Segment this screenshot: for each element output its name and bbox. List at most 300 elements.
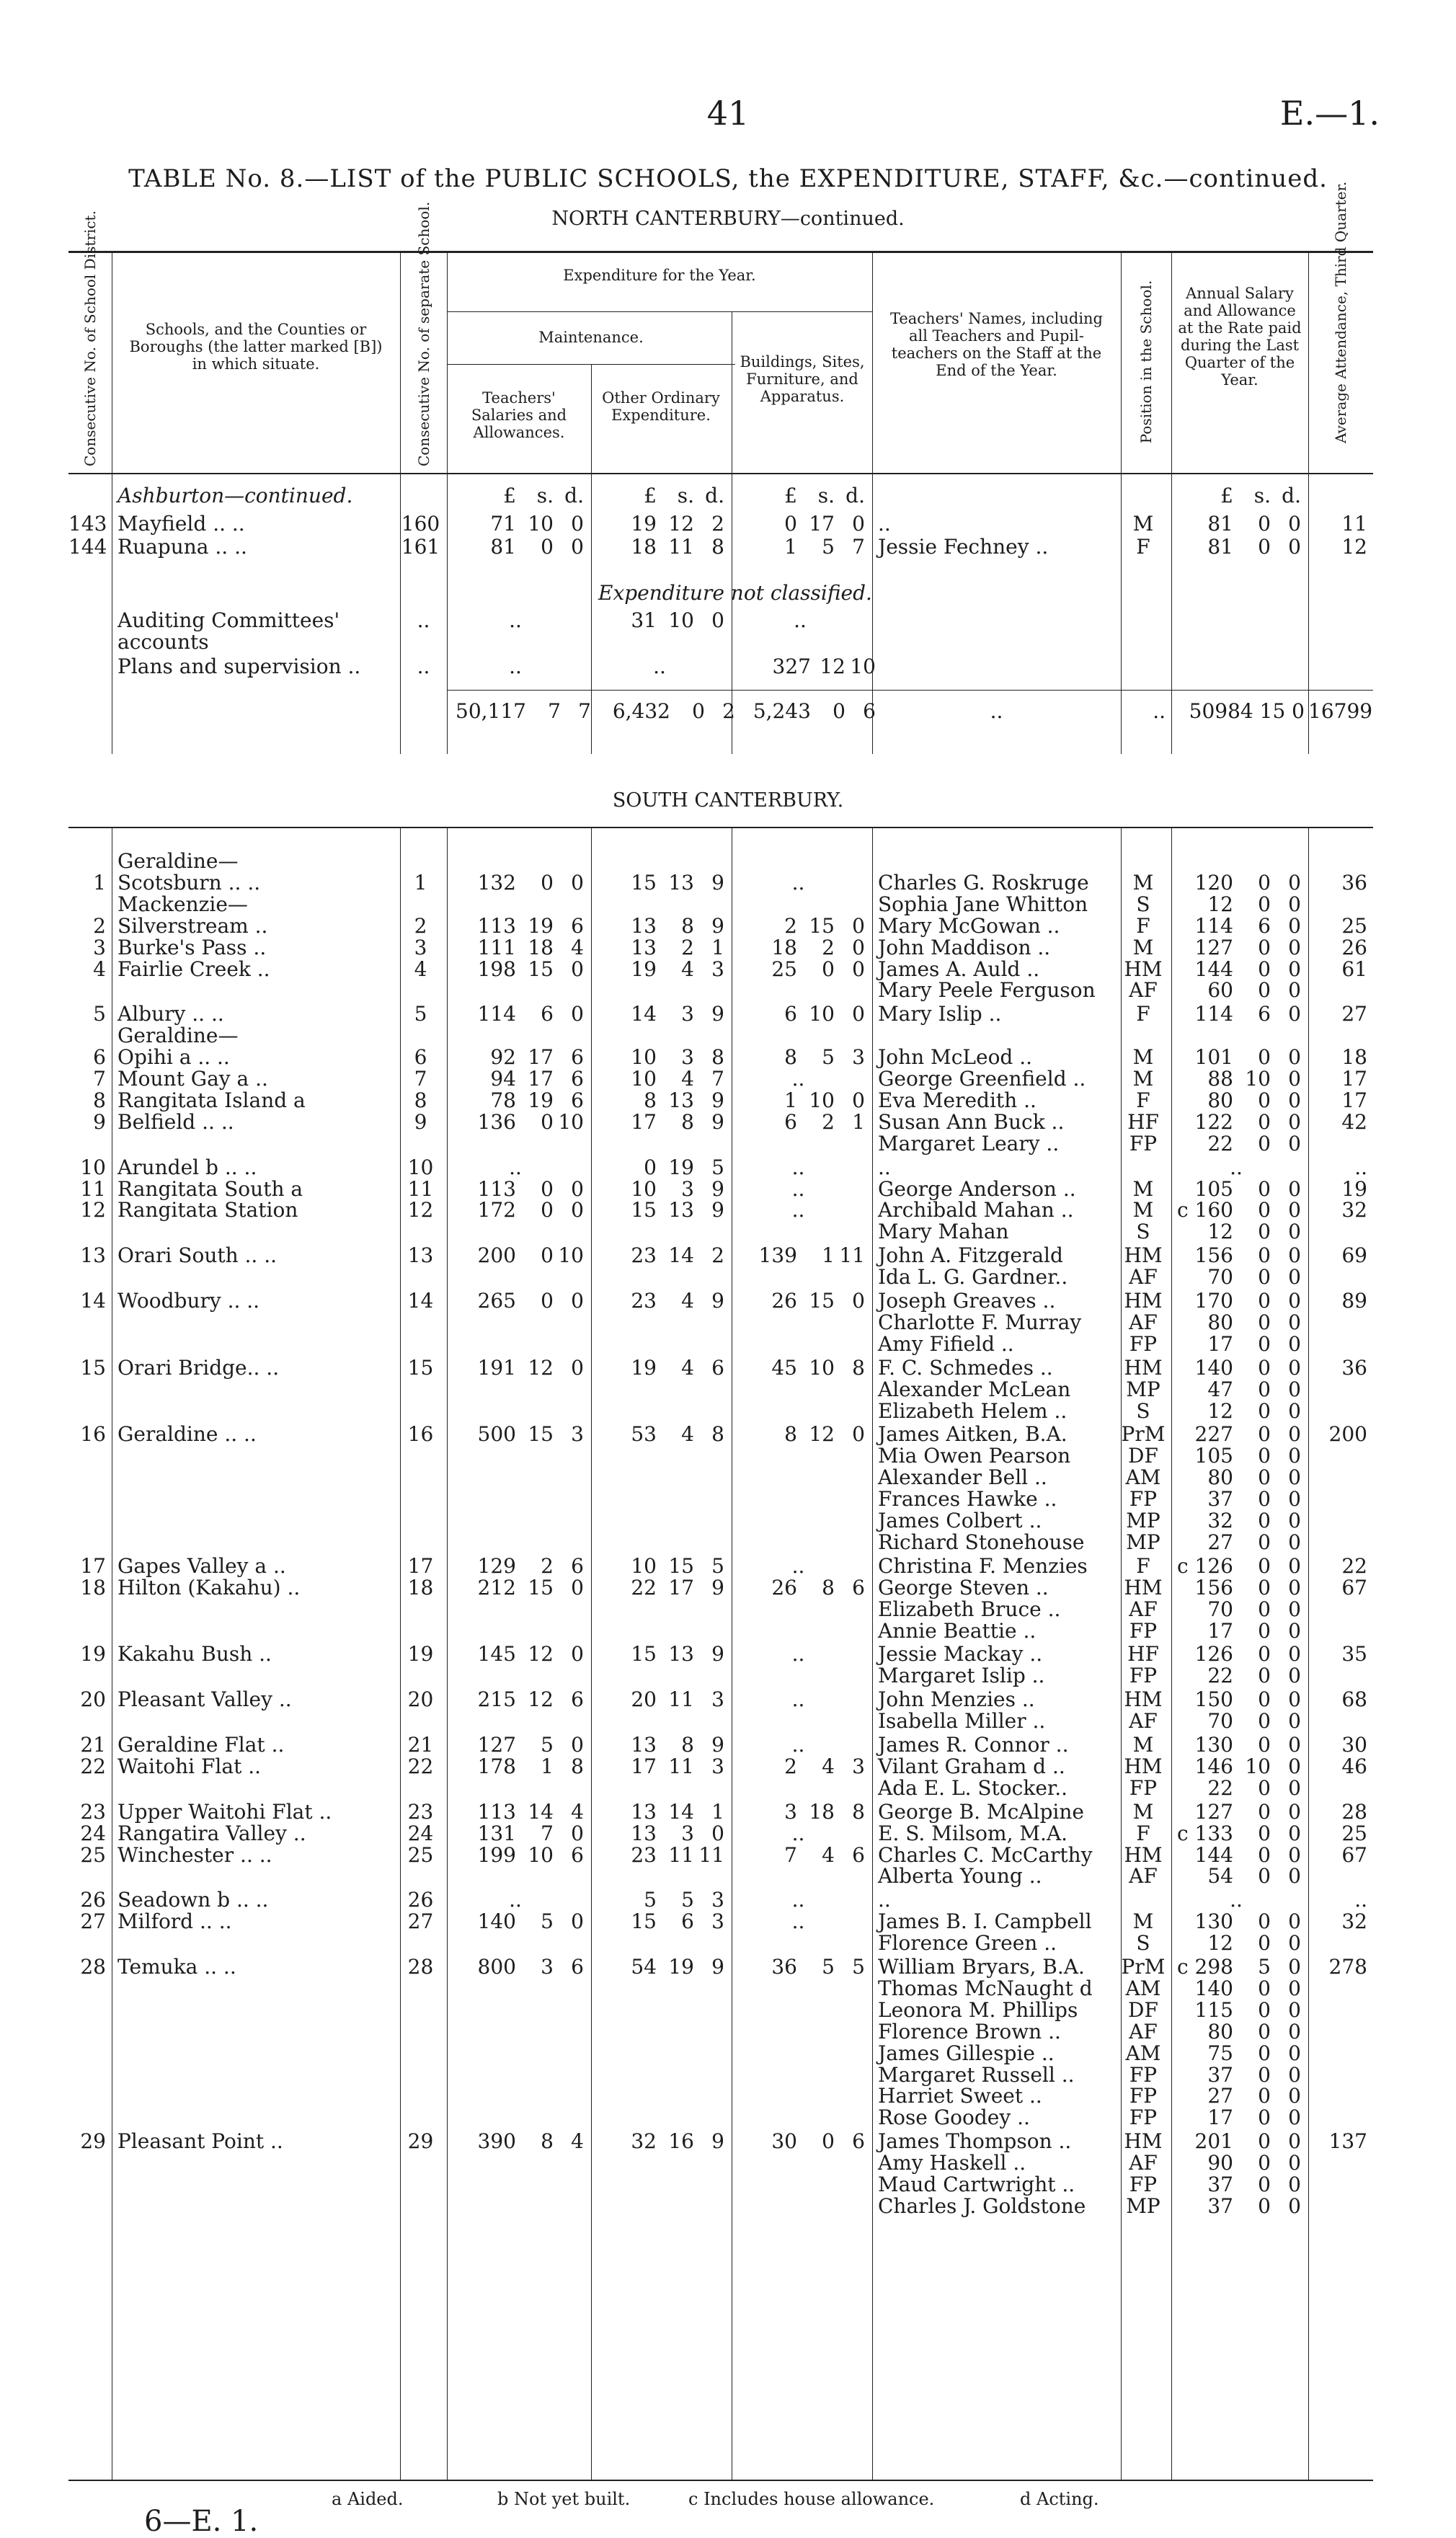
teacher-position: FP [1129,1332,1158,1356]
buildings-amount: .. [791,1198,805,1222]
annual-salary [1171,1801,1301,1823]
buildings-amount-part: 10 [809,1002,835,1026]
teacher-position: AF [1129,1864,1158,1888]
school-number: 20 [407,1687,434,1711]
total-other-part: 2 [722,699,735,723]
other-expenditure-amount-part: 15 [631,1642,657,1666]
table-row [0,2107,1456,2129]
other-expenditure-amount [591,1643,724,1665]
salaries-amount-part: 129 [477,1554,516,1578]
school-number: 13 [407,1243,434,1267]
buildings-amount-part: 1 [784,1088,797,1112]
average-attendance: .. [1354,1155,1367,1179]
annual-salary-part: 122 [1194,1110,1233,1134]
other-expenditure-amount-part: 4 [681,1067,694,1091]
teacher-position: AF [1129,1709,1158,1733]
teacher-position: FP [1129,2063,1158,2087]
other-expenditure-amount-part: 9 [711,1198,724,1222]
table-row [0,1911,1456,1933]
table-row [0,937,1456,959]
table-row [0,1956,1456,1978]
table-row [0,1401,1456,1422]
table-row [0,851,1456,872]
other-expenditure-amount-part: 32 [631,2129,657,2153]
teacher-name: Mary Mahan [878,1220,1009,1243]
annual-salary-part: 80 [1207,2020,1233,2044]
other-expenditure-amount-part: 8 [711,1045,724,1069]
annual-salary-part: 0 [1288,936,1301,959]
header-schools: Schools, and the Counties or Boroughs (the latter marked [B]) in which situate. [129,321,383,373]
buildings-amount [732,1756,865,1778]
salaries-amount-part: 6 [571,1955,584,1979]
other-expenditure-amount-part: 53 [631,1422,657,1446]
teacher-position: S [1136,1399,1150,1423]
annual-salary [1171,1424,1301,1445]
other-expenditure-amount [591,1357,724,1379]
district-number: 9 [93,1110,106,1134]
salaries-amount [447,1245,584,1266]
other-expenditure-amount [591,1112,724,1133]
teacher-position: FP [1129,1132,1158,1155]
annual-salary-part: 0 [1288,1177,1301,1201]
buildings-amount-part: 5 [822,1955,835,1979]
teacher-name: Susan Ann Buck .. [878,1110,1065,1134]
other-expenditure-amount-part: 20 [631,1687,657,1711]
teacher-name: Elizabeth Bruce .. [878,1597,1061,1621]
annual-salary [1171,2152,1301,2174]
annual-salary [1171,2174,1301,2196]
dots: .. [417,655,430,678]
annual-salary [1171,1488,1301,1510]
annual-salary-part: 0 [1258,1132,1271,1155]
auditing-amount-part: 0 [711,608,724,632]
annual-salary-part: 0 [1288,1597,1301,1621]
average-attendance: 137 [1328,2129,1367,2153]
average-attendance: 46 [1341,1754,1367,1778]
annual-salary [1171,1221,1301,1243]
salaries-amount-part: 0 [571,1909,584,1933]
salaries-amount [447,536,584,558]
annual-salary [1171,1003,1301,1025]
average-attendance: 22 [1341,1554,1367,1578]
total-buildings-part: 0 [833,699,845,723]
header-maintenance: Maintenance. [538,329,644,346]
plans-row [0,656,1456,678]
other-expenditure-amount [591,872,724,894]
annual-salary-part: 0 [1258,1597,1271,1621]
buildings-amount [732,536,865,558]
salaries-amount-part: 4 [571,936,584,959]
salaries-amount-part: 18 [528,936,554,959]
rule-line [68,827,1373,828]
other-expenditure-amount [591,1047,724,1068]
salaries-amount: .. [509,1888,522,1912]
teacher-position: M [1132,1800,1154,1824]
annual-salary [1171,937,1301,959]
buildings-amount: .. [791,1909,805,1933]
other-expenditure-amount-part: 9 [711,871,724,895]
buildings-amount [732,1845,865,1866]
annual-salary-part: 126 [1194,1642,1233,1666]
other-expenditure-amount-part: 2 [711,512,724,536]
annual-salary-part: 12 [1207,1220,1233,1243]
table-row [0,894,1456,915]
buildings-amount [732,1424,865,1445]
district-number: 24 [80,1822,106,1845]
salaries-amount-part: 198 [477,957,516,981]
teacher-position: HM [1124,1356,1163,1380]
teacher-name: George Steven .. [878,1576,1049,1599]
annual-salary [1171,1756,1301,1778]
salaries-amount-part: 15 [528,1576,554,1599]
buildings-amount-part: 11 [839,1243,865,1267]
other-expenditure-amount-part: 5 [644,1888,657,1912]
school-number: 17 [407,1554,434,1578]
annual-salary-part: 0 [1288,1067,1301,1091]
salaries-amount-part: 0 [571,512,584,536]
annual-salary-part: 70 [1207,1265,1233,1289]
school-number: 25 [407,1843,434,1867]
average-attendance: 89 [1341,1289,1367,1313]
other-expenditure-amount-part: 19 [668,1955,694,1979]
footnote-aided: a Aided. [332,2489,404,2509]
average-attendance: 28 [1341,1800,1367,1824]
table-row [0,1112,1456,1133]
other-expenditure-amount [591,2131,724,2152]
buildings-amount-part: 6 [852,2129,865,2153]
school-number: 27 [407,1909,434,1933]
school-name: Opihi a .. .. [117,1045,230,1069]
teacher-name: Jessie Mackay .. [878,1642,1043,1666]
buildings-amount-part: 3 [852,1754,865,1778]
annual-salary [1171,872,1301,894]
teacher-position: AM [1125,2041,1161,2065]
other-expenditure-amount-part: 13 [631,1800,657,1824]
region-north-title: NORTH CANTERBURY—continued. [551,208,905,230]
annual-salary-part: 0 [1258,936,1271,959]
teacher-position: PrM [1121,1955,1166,1979]
salaries-amount-part: 15 [528,1422,554,1446]
salaries-amount-part: 132 [477,871,516,895]
header-average-attendance: Average Attendance, Third Quarter. [1332,181,1349,443]
annual-salary-part: 0 [1258,2020,1271,2044]
annual-salary-part: 0 [1288,1088,1301,1112]
dots: .. [1153,699,1166,723]
salaries-amount-part: 94 [490,1067,516,1091]
teacher-name: James Thompson .. [878,2129,1072,2153]
total-salaries [447,699,591,723]
teacher-position: M [1132,1198,1154,1222]
table-row [0,1068,1456,1090]
teacher-name: Amy Fifield .. [878,1332,1014,1356]
annual-salary-part: 0 [1288,1909,1301,1933]
table-row [0,1665,1456,1687]
other-expenditure-amount [591,937,724,959]
annual-salary-part: 0 [1258,1220,1271,1243]
annual-salary-part: 0 [1288,1243,1301,1267]
annual-salary [1171,2000,1301,2021]
other-expenditure-amount-part: 13 [631,1822,657,1845]
teacher-position: DF [1128,1998,1158,2022]
salaries-amount: .. [509,1155,522,1179]
buildings-amount [732,1047,865,1068]
average-attendance: 36 [1341,1356,1367,1380]
annual-salary [1171,2107,1301,2129]
teacher-position: S [1136,892,1150,916]
other-expenditure-amount-part: 3 [681,1822,694,1845]
buildings-amount [732,1801,865,1823]
buildings-amount-part: 36 [771,1955,797,1979]
buildings-amount-part: 4 [822,1754,835,1778]
totals-row [0,701,1456,722]
annual-salary-part: 0 [1288,1976,1301,2000]
dots: .. [990,699,1003,723]
currency-units [591,485,724,507]
annual-salary-part: 0 [1258,2084,1271,2108]
column-divider [872,473,873,754]
annual-salary-part: 0 [1288,1554,1301,1578]
other-expenditure-amount [591,1845,724,1866]
school-number: 16 [407,1422,434,1446]
table-row [0,1025,1456,1047]
header-expenditure: Expenditure for the Year. [563,267,756,284]
salaries-amount-part: 15 [528,957,554,981]
annual-salary [1171,1823,1301,1845]
teacher-name: Florence Green .. [878,1931,1057,1955]
table-row [0,1734,1456,1756]
salaries-amount-part: 17 [528,1045,554,1069]
annual-salary-part: 0 [1258,871,1271,895]
annual-salary-part: 0 [1258,1289,1271,1313]
school-name: Geraldine Flat .. [117,1733,285,1757]
school-name: Seadown b .. .. [117,1888,269,1912]
table-row [0,1157,1456,1179]
buildings-amount-part: 6 [852,1576,865,1599]
salaries-amount-part: 6 [571,1843,584,1867]
header-teachers: Teachers' Names, including all Teachers and Pupil-teachers on the Staff at the End of the Year. [889,310,1104,379]
annual-salary-part: 0 [1258,1554,1271,1578]
annual-salary-part: 201 [1194,2129,1233,2153]
salaries-amount [447,1090,584,1112]
average-attendance: 200 [1328,1422,1367,1446]
teacher-name: Margaret Leary .. [878,1132,1060,1155]
annual-salary [1171,1911,1301,1933]
other-expenditure-amount-part: 11 [668,535,694,559]
auditing-amount-part: 31 [631,608,657,632]
school-name: Silverstream .. [117,914,268,938]
teacher-position: FP [1129,1619,1158,1643]
buildings-amount-part: 7 [852,535,865,559]
district-number: 17 [80,1554,106,1578]
average-attendance: 27 [1341,1002,1367,1026]
school-name: Kakahu Bush .. [117,1642,272,1666]
teacher-position: HM [1124,1289,1163,1313]
salaries-amount-part: 6 [571,914,584,938]
buildings-amount-part: 8 [784,1045,797,1069]
salaries-amount-part: 0 [571,1733,584,1757]
salaries-amount-part: 0 [571,1198,584,1222]
annual-salary-part: 0 [1258,1110,1271,1134]
annual-salary-part: 0 [1258,1177,1271,1201]
total-buildings [732,699,876,723]
annual-salary-part: 0 [1288,1132,1301,1155]
average-attendance: 278 [1328,1955,1367,1979]
other-expenditure-amount [591,1689,724,1711]
annual-salary-part: 0 [1258,1509,1271,1532]
header-annual-salary: Annual Salary and Allowance at the Rate paid during the Last Quarter of the Year. [1178,285,1302,389]
annual-salary-part: 105 [1194,1177,1233,1201]
annual-salary [1171,1379,1301,1401]
annual-salary-part: 0 [1288,1800,1301,1824]
other-expenditure-amount-part: 5 [711,1554,724,1578]
annual-salary [1171,1556,1301,1577]
school-name: Mackenzie— [117,892,248,916]
average-attendance: 42 [1341,1110,1367,1134]
salaries-amount-part: 4 [571,1800,584,1824]
salaries-amount-part: 127 [477,1733,516,1757]
teacher-position: M [1132,512,1154,536]
other-expenditure-amount [591,959,724,980]
district-number: 16 [80,1422,106,1446]
header-position: Position in the School. [1137,280,1155,444]
average-attendance: 32 [1341,1909,1367,1933]
buildings-amount: .. [791,1067,805,1091]
salaries-amount-part: 3 [571,1422,584,1446]
salaries-amount-part: 0 [571,1289,584,1313]
annual-salary-part: 0 [1258,1642,1271,1666]
annual-salary [1171,1956,1301,1978]
annual-salary-part: 22 [1207,1132,1233,1155]
annual-salary-part: 0 [1288,1465,1301,1489]
other-expenditure-amount [591,536,724,558]
salaries-amount [447,1734,584,1756]
salaries-amount-part: 2 [541,1554,554,1578]
teacher-position: HF [1127,1642,1159,1666]
teacher-position: F [1136,1002,1150,1026]
salaries-amount [447,1290,584,1312]
column-divider [400,251,401,473]
average-attendance: 36 [1341,871,1367,895]
rule-line [68,473,1373,474]
annual-salary-part: 0 [1288,1687,1301,1711]
annual-salary-part: 0 [1288,892,1301,916]
buildings-amount-part: 17 [809,512,835,536]
annual-salary-part: 0 [1288,1487,1301,1511]
teacher-position: HF [1127,1110,1159,1134]
teacher-position: MP [1126,2194,1160,2218]
teacher-position: HM [1124,957,1163,981]
table-row [0,1643,1456,1665]
other-expenditure-amount-part: 4 [681,1422,694,1446]
average-attendance: 67 [1341,1843,1367,1867]
school-number: 9 [414,1110,427,1134]
salaries-amount-part: 6 [571,1687,584,1711]
teacher-name: James Aitken, B.A. [878,1422,1067,1446]
other-expenditure-amount-part: 13 [668,871,694,895]
table-row [0,915,1456,937]
teacher-position: AF [1129,1310,1158,1334]
annual-salary [1171,1133,1301,1155]
other-expenditure-amount-part: 10 [631,1045,657,1069]
buildings-amount [732,959,865,980]
annual-salary-part: 127 [1194,1800,1233,1824]
teacher-position: AF [1129,2151,1158,2175]
teacher-position: FP [1129,1664,1158,1687]
column-divider [591,473,592,754]
school-number: 7 [414,1067,427,1091]
buildings-amount [732,513,865,535]
annual-salary-part: 0 [1258,1422,1271,1446]
salaries-amount-part: 0 [571,1576,584,1599]
school-name: Albury .. .. [117,1002,224,1026]
annual-salary [1171,1112,1301,1133]
school-number: 24 [407,1822,434,1845]
annual-salary-part: 0 [1288,1998,1301,2022]
buildings-amount: .. [791,1554,805,1578]
table-row [0,1577,1456,1599]
table-row [0,1823,1456,1845]
currency-units-row [0,485,1456,507]
table-row [0,1245,1456,1266]
teacher-position: FP [1129,1776,1158,1800]
school-name: Woodbury .. .. [117,1289,260,1313]
annual-salary-part: 0 [1288,2106,1301,2129]
teacher-position: S [1136,1220,1150,1243]
teacher-name: John Menzies .. [878,1687,1035,1711]
teacher-position: AM [1125,1976,1161,2000]
buildings-amount-part: 26 [771,1576,797,1599]
teacher-name: Harriet Sweet .. [878,2084,1042,2108]
column-divider [591,827,592,2480]
buildings-amount [732,1112,865,1133]
annual-salary-part: 0 [1258,2063,1271,2087]
annual-salary-part: 81 [1207,535,1233,559]
annual-salary-part: 60 [1207,978,1233,1002]
rule-line [68,2480,1373,2481]
annual-salary [1171,536,1301,558]
total-buildings-part: 6 [863,699,876,723]
buildings-amount-part: 10 [809,1356,835,1380]
buildings-amount-part: 0 [852,512,865,536]
annual-salary-part: 0 [1288,1444,1301,1468]
district-number: 2 [93,914,106,938]
annual-salary [1171,2043,1301,2064]
school-number: 1 [414,871,427,895]
salaries-amount-part: 0 [571,871,584,895]
annual-salary-part: 12 [1207,892,1233,916]
district-number: 20 [80,1687,106,1711]
school-name: Geraldine .. .. [117,1422,257,1446]
salaries-amount-part: 113 [477,1177,516,1201]
other-expenditure-amount-part: 0 [711,1822,724,1845]
annual-salary-part: 0 [1288,1619,1301,1643]
annual-salary-part: 0 [1258,1687,1271,1711]
table-row [0,1933,1456,1954]
teacher-name: Alberta Young .. [878,1864,1042,1888]
salaries-amount-part: 10 [528,512,554,536]
table-row [0,1179,1456,1200]
other-expenditure-amount-part: 14 [668,1800,694,1824]
salaries-amount-part: 0 [571,1822,584,1845]
school-name: Scotsburn .. .. [117,871,261,895]
buildings-amount-part: 12 [809,1422,835,1446]
district-number: 28 [80,1955,106,1979]
other-expenditure-amount-part: 3 [681,1002,694,1026]
teacher-position: F [1136,535,1150,559]
total-other [591,699,735,723]
annual-salary-part: 120 [1194,871,1233,895]
annual-salary-part: 0 [1258,1045,1271,1069]
